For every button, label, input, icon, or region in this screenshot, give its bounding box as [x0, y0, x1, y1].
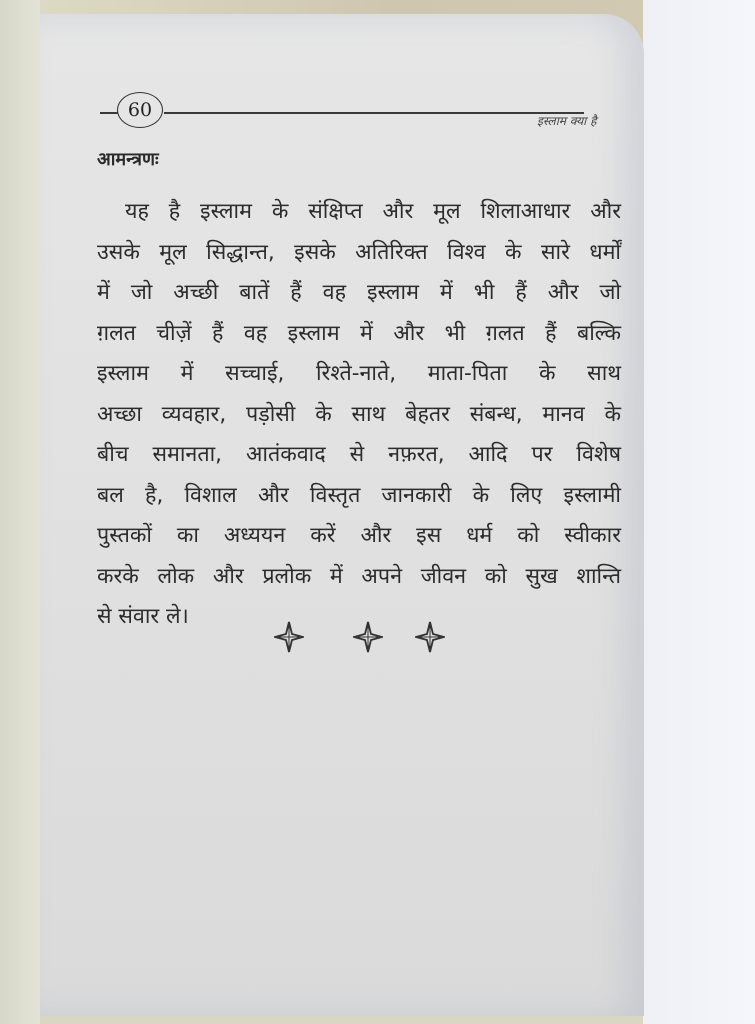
body-line: उसके मूल सिद्धान्त, इसके अतिरिक्त विश्व के सारे धर्मों [97, 239, 621, 265]
body-line: यह है इस्लाम के संक्षिप्त और मूल शिलाआधार और [125, 199, 621, 224]
body-line: बल है, विशाल और विस्तृत जानकारी के लिए इस्लामी [97, 482, 621, 508]
body-line: से संवार ले। [97, 604, 189, 629]
body-line: बीच समानता, आतंकवाद से नफ़रत, आदि पर विशेष [97, 442, 621, 467]
page-number: 60 [117, 92, 163, 128]
page-header [100, 90, 620, 130]
section-title: आमन्त्रणः [97, 149, 159, 170]
four-point-star-icon [353, 620, 383, 654]
adjacent-page [643, 0, 755, 1024]
header-rule-left [100, 112, 118, 114]
body-paragraph [97, 192, 621, 638]
four-point-star-icon [274, 620, 304, 654]
body-line: इस्लाम में सच्चाई, रिश्ते-नाते, माता-पिता के साथ [97, 361, 621, 386]
background-edge [0, 0, 40, 1024]
body-line: ग़लत चीज़ें हैं वह इस्लाम में और भी ग़लत हैं बल्कि [97, 320, 621, 346]
body-line: में जो अच्छी बातें हैं वह इस्लाम में भी हैं और जो [97, 280, 621, 305]
header-rule-right [164, 112, 584, 114]
body-line: पुस्तकों का अध्ययन करें और इस धर्म को स्वीकार [97, 523, 621, 548]
body-line: अच्छा व्यवहार, पड़ोसी के साथ बेहतर संबन्ध, मानव के [97, 401, 621, 427]
running-title: इस्लाम क्या है [537, 114, 597, 128]
section-end-ornaments [274, 620, 454, 656]
four-point-star-icon [415, 620, 445, 654]
body-line: करके लोक और प्रलोक में अपने जीवन को सुख शान्ति [97, 563, 621, 589]
